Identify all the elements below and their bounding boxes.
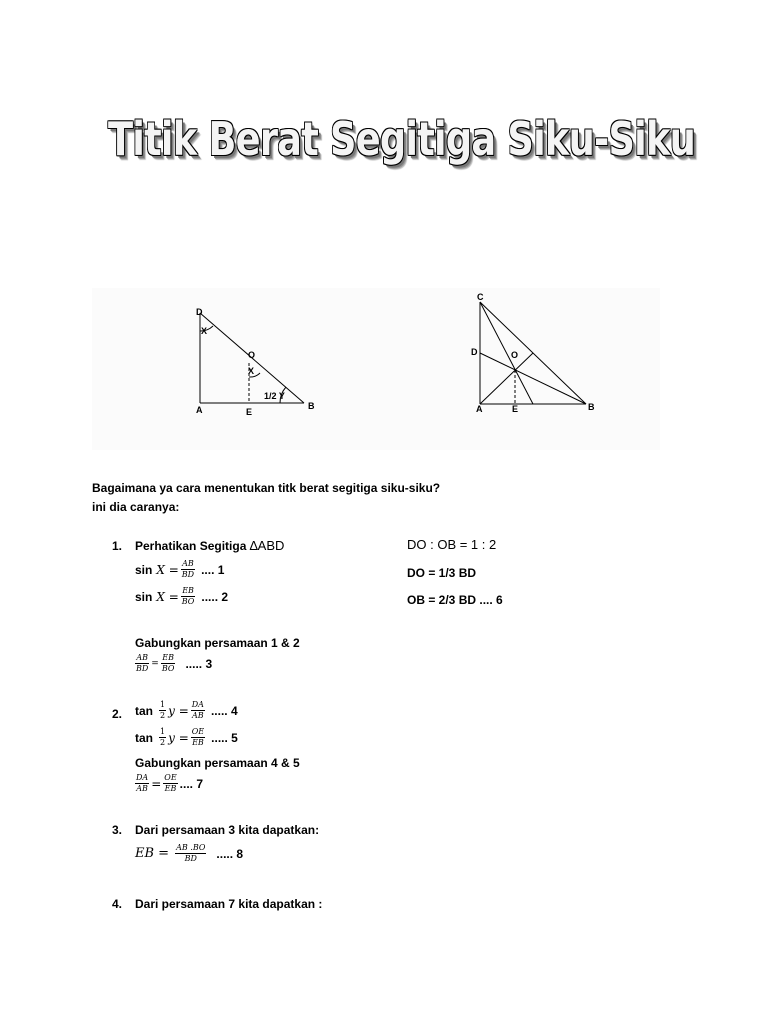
eq7-equals: = bbox=[151, 776, 162, 791]
label-o: O bbox=[511, 350, 519, 360]
eq1-sin: sin bbox=[135, 562, 153, 577]
eq1-fraction: $\frac{AB}{BD}$ bbox=[181, 559, 195, 579]
eq2-var: X = bbox=[156, 589, 179, 604]
label-x-top: X bbox=[201, 326, 208, 336]
median-a bbox=[480, 353, 533, 404]
label-x-mid: X bbox=[248, 366, 255, 376]
step3-number: 3. bbox=[112, 823, 123, 837]
eq5-tag: ..... 5 bbox=[211, 730, 238, 745]
eq2-tag: ..... 2 bbox=[201, 589, 229, 604]
right-triangle-figure bbox=[468, 290, 603, 418]
eq5-half: $\frac{1}{2}$ bbox=[160, 727, 166, 747]
step1-number: 1. bbox=[112, 539, 123, 553]
eq8-fraction: $\frac{AB .BO}{BD}$ bbox=[176, 843, 206, 863]
equation-8 bbox=[135, 843, 243, 864]
median-c bbox=[480, 302, 533, 404]
page-title: Titik Berat Segitiga Siku-Siku bbox=[108, 112, 696, 166]
eq4-tan: tan bbox=[135, 703, 153, 718]
eq7-tag: .... 7 bbox=[179, 776, 204, 791]
eq3-tag: ..... 3 bbox=[185, 656, 213, 671]
eq1-var: X = bbox=[156, 562, 179, 577]
eq5-var: y = bbox=[168, 730, 189, 745]
equation-2 bbox=[135, 586, 228, 607]
label-b: B bbox=[308, 401, 315, 411]
left-triangle-figure bbox=[190, 305, 320, 420]
eq4-half: $\frac{1}{2}$ bbox=[160, 700, 166, 720]
label-d: D bbox=[196, 307, 203, 317]
step2-number: 2. bbox=[112, 707, 123, 721]
ob-equation: OB = 2/3 BD .... 6 bbox=[407, 593, 503, 607]
step2-combine: Gabungkan persamaan 4 & 5 bbox=[135, 756, 300, 770]
eq2-fraction: $\frac{EB}{BO}$ bbox=[181, 586, 195, 606]
eq4-tag: ..... 4 bbox=[210, 703, 238, 718]
label-half-y: 1/2 Y bbox=[264, 391, 285, 401]
eq2-sin: sin bbox=[135, 589, 153, 604]
do-equation: DO = 1/3 BD bbox=[407, 566, 477, 580]
eq7-fraction-right: $\frac{OE}{EB}$ bbox=[164, 773, 177, 793]
label-b: B bbox=[588, 402, 595, 412]
intro-question: Bagaimana ya cara menentukan titk berat segitiga siku-siku? bbox=[92, 481, 441, 495]
step4-number: 4. bbox=[112, 897, 123, 911]
eq3-fraction-right: $\frac{EB}{BO}$ bbox=[161, 653, 175, 673]
step1-combine: Gabungkan persamaan 1 & 2 bbox=[135, 636, 300, 650]
step4-label: Dari persamaan 7 kita dapatkan : bbox=[135, 897, 323, 911]
step1-label-text: Perhatikan Segitiga bbox=[135, 539, 247, 553]
eq3-equals: = bbox=[151, 658, 159, 669]
label-c: C bbox=[477, 292, 484, 302]
label-e: E bbox=[246, 407, 253, 417]
equation-4 bbox=[135, 700, 238, 721]
eq1-tag: .... 1 bbox=[201, 562, 225, 577]
intro-answer: ini dia caranya: bbox=[92, 500, 180, 514]
eq8-lhs: EB = bbox=[135, 846, 170, 861]
step3-label: Dari persamaan 3 kita dapatkan: bbox=[135, 823, 320, 837]
label-d: D bbox=[471, 347, 478, 357]
step1-label bbox=[135, 539, 284, 553]
equation-1 bbox=[135, 559, 224, 580]
equation-5 bbox=[135, 727, 238, 748]
eq8-tag: ..... 8 bbox=[216, 846, 244, 861]
label-a: A bbox=[196, 405, 203, 415]
step1-triangle: ∆ABD bbox=[249, 538, 285, 553]
median-d bbox=[480, 353, 586, 404]
eq7-fraction-left: $\frac{DA}{AB}$ bbox=[136, 773, 149, 793]
eq5-fraction: $\frac{OE}{EB}$ bbox=[191, 727, 205, 747]
label-a: A bbox=[476, 404, 483, 414]
ratio-do-ob: DO : OB = 1 : 2 bbox=[407, 537, 497, 552]
label-o: O bbox=[248, 350, 256, 360]
eq5-tan: tan bbox=[135, 730, 153, 745]
equation-7 bbox=[133, 773, 203, 794]
equation-3 bbox=[133, 653, 212, 674]
eq3-fraction-left: $\frac{AB}{BD}$ bbox=[136, 653, 149, 673]
label-e: E bbox=[512, 404, 519, 414]
eq4-fraction: $\frac{DA}{AB}$ bbox=[191, 700, 204, 720]
eq4-var: y = bbox=[168, 703, 189, 718]
